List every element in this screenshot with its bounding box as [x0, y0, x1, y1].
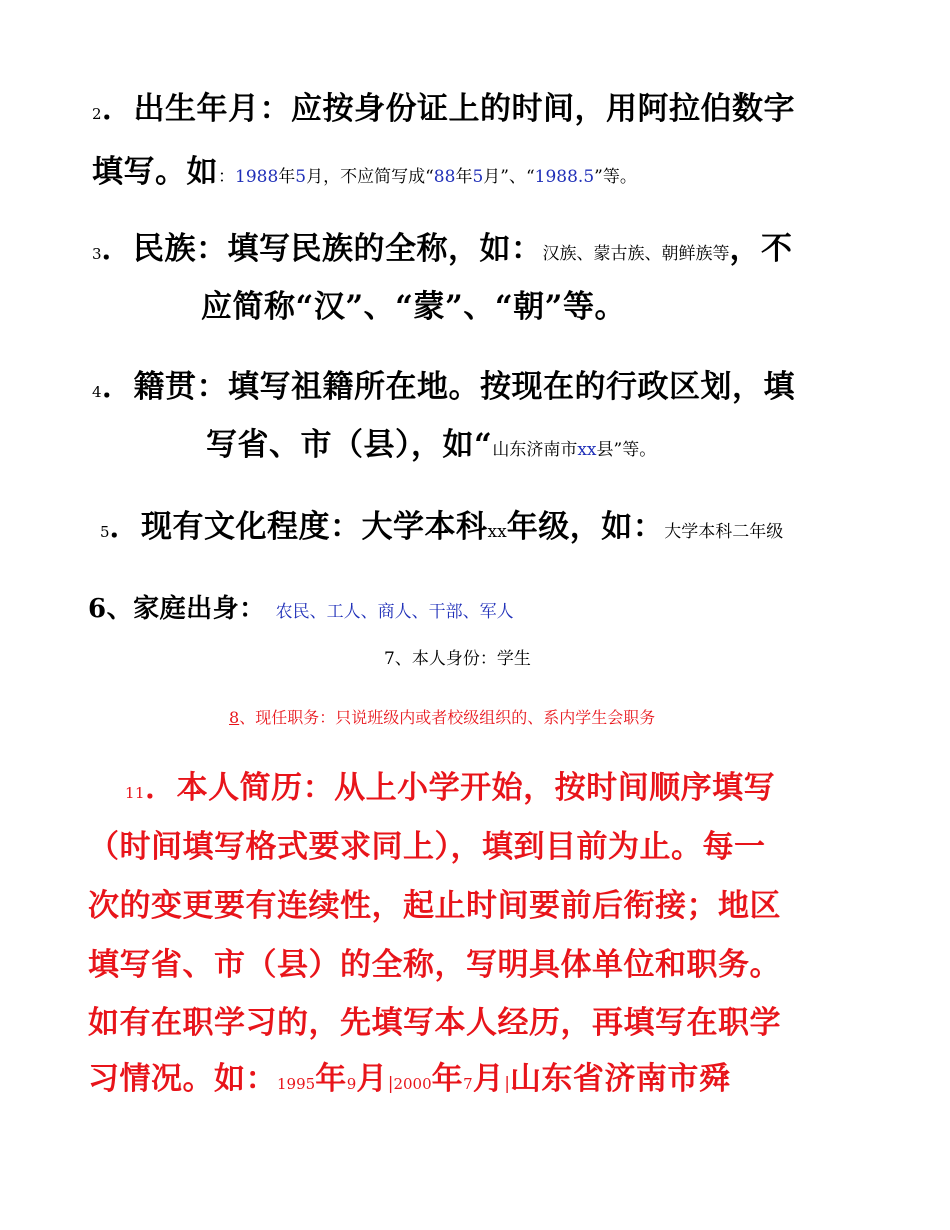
item-6-label: 6、家庭出身： — [88, 594, 266, 624]
item-6-line — [88, 596, 514, 622]
item-11-number: 11 — [125, 784, 146, 802]
item-2-line-2: 填写。如：1988年5月，不应简写成“88年5月”、“1988.5”等。 — [92, 154, 637, 190]
item-11-line-5: 如有在职学习的，先填写本人经历，再填写在职学 — [88, 1005, 781, 1041]
item-2-heading: ．出生年月：应按身份证上的时间，用阿拉伯数字 — [102, 91, 796, 127]
item-11-line-1: 11．本人简历：从上小学开始，按时间顺序填写 — [125, 770, 776, 806]
item-8-line: 8、现任职务：只说班级内或者校级组织的、系内学生会职务 — [229, 708, 656, 727]
item-2-number: 2 — [92, 105, 103, 123]
item-11-line-4: 填写省、市（县）的全称，写明具体单位和职务。 — [88, 947, 781, 983]
item-5-example: 大学本科二年级 — [664, 522, 784, 542]
item-3-line-1: 3．民族：填写民族的全称，如：汉族、蒙古族、朝鲜族等，不 — [92, 231, 793, 267]
item-11-line-3: 次的变更要有连续性，起止时间要前后衔接；地区 — [88, 888, 781, 924]
item-5-number: 5 — [100, 523, 110, 541]
item-6-values: 农民、工人、商人、干部、军人 — [275, 602, 514, 622]
item-3-examples: 汉族、蒙古族、朝鲜族等 — [542, 244, 730, 264]
item-8-number: 8 — [229, 708, 240, 727]
item-2-line-1 — [92, 91, 796, 127]
item-11-line-6: 习情况。如：1995年9月|2000年7月|山东省济南市舜 — [88, 1061, 731, 1097]
item-7-line: 7、本人身份：学生 — [384, 649, 531, 669]
item-3-line-2: 应简称“汉”、“蒙”、“朝”等。 — [201, 289, 626, 325]
item-3-number: 3 — [92, 245, 102, 263]
item-5-line: 5．现有文化程度：大学本科xx年级，如：大学本科二年级 — [100, 509, 784, 545]
item-4-line-2: 写省、市（县），如“山东济南市xx县”等。 — [206, 427, 657, 463]
item-4-number: 4 — [92, 383, 103, 401]
item-11-line-2: （时间填写格式要求同上），填到目前为止。每一 — [88, 829, 766, 865]
item-4-line-1: 4．籍贯：填写祖籍所在地。按现在的行政区划，填 — [92, 369, 796, 405]
